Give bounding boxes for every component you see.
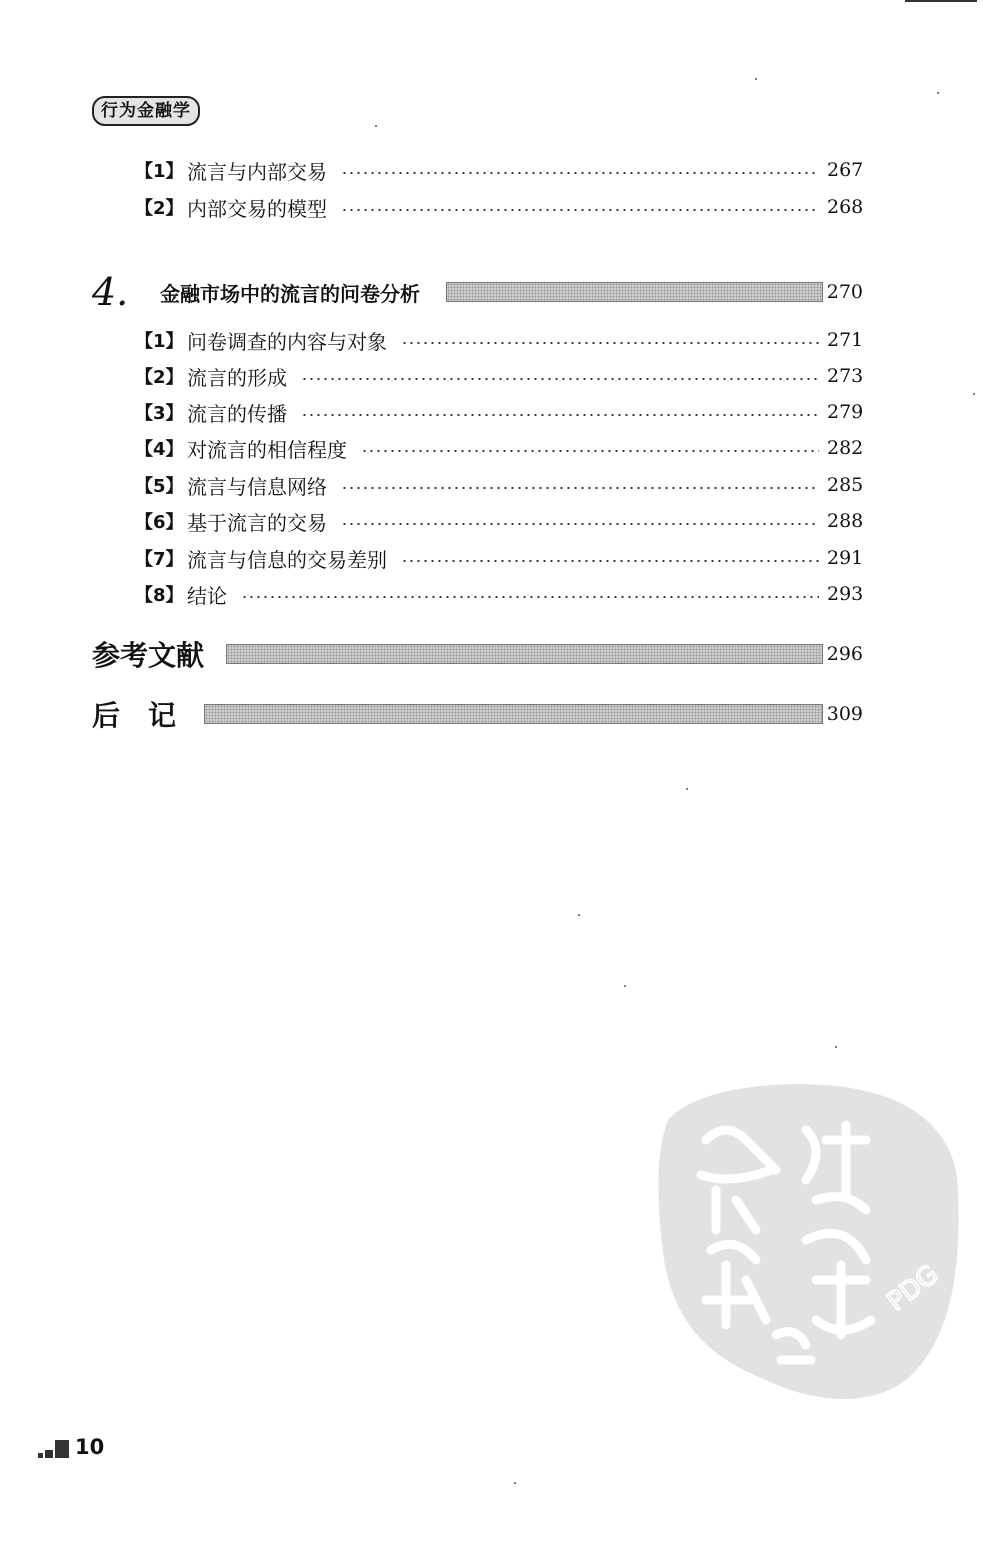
scan-speck xyxy=(514,1482,516,1484)
toc-entry-title: 流言与内部交易 xyxy=(187,159,327,184)
toc-entry-title: 问卷调查的内容与对象 xyxy=(187,329,387,354)
folio-ornament-icon xyxy=(45,1450,53,1458)
dot-leader xyxy=(341,209,819,211)
dot-leader xyxy=(301,378,819,380)
toc-entry-title: 内部交易的模型 xyxy=(187,196,327,221)
toc-entry-number: 【4】 xyxy=(135,439,184,460)
dot-leader xyxy=(241,596,819,598)
references-title: 参考文献 xyxy=(92,639,205,672)
toc-entry-number: 【1】 xyxy=(135,161,184,182)
toc-entry-title: 流言与信息网络 xyxy=(187,474,327,499)
toc-entry[interactable] xyxy=(135,579,863,609)
top-edge-rule xyxy=(905,0,977,2)
shaded-leader-bar xyxy=(446,282,823,302)
scan-speck xyxy=(973,393,975,395)
scan-speck xyxy=(937,92,939,94)
scan-speck xyxy=(835,1046,837,1048)
toc-entry-page: 279 xyxy=(827,401,864,423)
dot-leader xyxy=(341,487,819,489)
section-4-page: 270 xyxy=(826,281,863,303)
scan-speck xyxy=(624,985,626,987)
toc-entry-number: 【8】 xyxy=(135,585,184,606)
toc-entry-title: 流言的形成 xyxy=(187,365,287,390)
dot-leader xyxy=(301,414,819,416)
references-page: 296 xyxy=(826,643,863,665)
toc-entry[interactable] xyxy=(135,543,863,573)
postscript-page: 309 xyxy=(826,703,863,725)
dot-leader xyxy=(401,342,819,344)
shaded-leader-bar xyxy=(226,644,823,664)
toc-entry-number: 【7】 xyxy=(135,549,184,570)
toc-entry-number: 【3】 xyxy=(135,403,184,424)
toc-entry[interactable] xyxy=(135,470,863,500)
postscript-heading[interactable] xyxy=(92,692,863,736)
toc-entry-number: 【6】 xyxy=(135,512,184,533)
toc-entry-title: 结论 xyxy=(187,583,227,608)
toc-entry-page: 293 xyxy=(827,583,864,605)
postscript-title: 后记 xyxy=(92,699,205,732)
folio-ornament-icon xyxy=(38,1453,43,1458)
running-header-book-title: 行为金融学 xyxy=(92,96,200,126)
dot-leader xyxy=(361,450,819,452)
toc-entry[interactable] xyxy=(135,506,863,536)
dot-leader xyxy=(401,560,819,562)
toc-entry[interactable] xyxy=(135,397,863,427)
toc-entry[interactable] xyxy=(135,361,863,391)
scan-speck xyxy=(755,78,757,80)
page-number: 10 xyxy=(75,1435,105,1459)
folio-ornament-icon xyxy=(55,1440,69,1458)
toc-entry-number: 【1】 xyxy=(135,331,184,352)
toc-entry[interactable] xyxy=(135,155,863,185)
toc-entry-page: 271 xyxy=(827,329,864,351)
shaded-leader-bar xyxy=(204,704,823,724)
toc-entry-number: 【2】 xyxy=(135,198,184,219)
scan-speck xyxy=(686,788,688,790)
section-4-title: 金融市场中的流言的问卷分析 xyxy=(160,281,420,306)
section-4-heading[interactable] xyxy=(92,272,863,312)
toc-entry-number: 【2】 xyxy=(135,367,184,388)
toc-entry-page: 268 xyxy=(827,196,864,218)
toc-entry-title: 流言的传播 xyxy=(187,401,287,426)
toc-entry-page: 285 xyxy=(827,474,864,496)
toc-entry-page: 288 xyxy=(827,510,864,532)
section-4-number: 4. xyxy=(92,270,129,314)
toc-entry-page: 267 xyxy=(827,159,864,181)
page-folio xyxy=(38,1436,104,1458)
toc-entry-page: 291 xyxy=(827,547,864,569)
references-heading[interactable] xyxy=(92,632,863,676)
dot-leader xyxy=(341,523,819,525)
toc-entry-number: 【5】 xyxy=(135,476,184,497)
toc-entry[interactable] xyxy=(135,433,863,463)
toc-entry-page: 282 xyxy=(827,437,864,459)
scan-speck xyxy=(578,914,580,916)
seal-watermark-text: PDG xyxy=(881,1259,945,1318)
toc-entry[interactable] xyxy=(135,325,863,355)
toc-entry-page: 273 xyxy=(827,365,864,387)
toc-entry-title: 流言与信息的交易差别 xyxy=(187,547,387,572)
toc-entry-title: 对流言的相信程度 xyxy=(187,437,347,462)
seal-watermark xyxy=(656,1080,966,1410)
scan-speck xyxy=(375,125,377,127)
toc-entry-title: 基于流言的交易 xyxy=(187,510,327,535)
toc-entry[interactable] xyxy=(135,192,863,222)
dot-leader xyxy=(341,172,819,174)
